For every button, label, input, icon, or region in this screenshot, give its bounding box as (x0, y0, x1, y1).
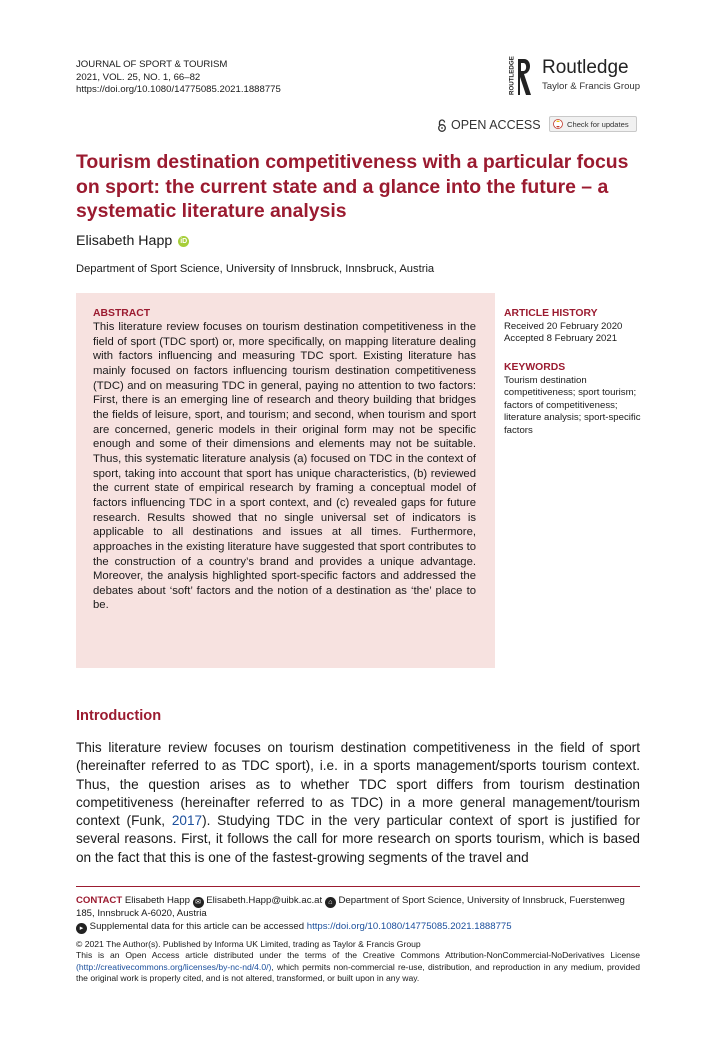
journal-header (76, 59, 281, 97)
intro-text-part-2: ). Studying TDC in the very particular context of sport is justified for several reasons. First, it follows the call for more research on sports tourism, which is based on the fact that this is one of the fastest-growing segments of the travel and (76, 813, 640, 865)
article-title: Tourism destination competitiveness with a particular focus on sport: the current state and a glance into the future – a systematic literature analysis (76, 151, 629, 222)
footer-divider (76, 886, 640, 887)
journal-name: JOURNAL OF SPORT & TOURISM (76, 59, 228, 70)
open-access-label: OPEN ACCESS (451, 118, 541, 132)
orcid-icon[interactable]: iD (180, 237, 188, 245)
copyright-line: © 2021 The Author(s). Published by Informa UK Limited, trading as Taylor & Francis Group (76, 939, 421, 949)
article-history (504, 308, 644, 346)
introduction-text (76, 739, 640, 867)
keywords-text: Tourism destination competitiveness; sport tourism; factors of competitiveness; literature analysis; sport-specific factors (504, 374, 641, 436)
introduction-heading: Introduction (76, 708, 162, 724)
license-block (76, 939, 640, 985)
contact-name: Elisabeth Happ (124, 895, 190, 906)
contact-label: CONTACT (76, 895, 123, 906)
accepted-date: Accepted 8 February 2021 (504, 333, 618, 344)
supplemental-icon: ▸ (76, 923, 87, 934)
contact-address: Department of Sport Science, University of Innsbruck, Fuerstenweg 185, Innsbruck A-6020, Austria (76, 895, 625, 919)
abstract-text: This literature review focuses on tourism destination competitiveness in the field of sport (TDC sport) or, more specifically, on mapping literature dealing with factors influencing and measuring TDC sport. Existing literature has mainly focused on factors influencing tourism destination competitiveness (TDC) and on measuring TDC in general, paying no attention to two factors: First, there is an emerging line of research and theory building that bridges the fields of leisure, sport, and tourism; and second, when tourism and sport are concerned, generic models in their original form may not be specific enough and some of their dimensions and elements may not be suitable. Thus, this systematic literature analysis (a) focused on TDC in the context of sport, taking into account that sport has unique characteristics, (b) reviewed the current state of empirical research by framing a conceptual model of factors influencing TDC in a sport context, and (c) revealed gaps for future research. Results showed that no single universal set of indicators is applicable to all destinations and issues at all times. Furthermore, approaches in the existing literature have suggested that sport contributes to the construction of a country’s brand and provides a unique advantage. Moreover, the analysis highlighted sport-specific factors and addressed the debates about ‘soft’ factors and the notion of a destination as ‘the’ place to be. (93, 321, 476, 612)
keywords-heading: KEYWORDS (504, 362, 566, 373)
license-text (76, 950, 640, 984)
abstract-heading: ABSTRACT (93, 308, 151, 319)
supplemental-link[interactable]: https://doi.org/10.1080/14775085.2021.1888775 (306, 921, 512, 932)
intro-text-part-1: This literature review focuses on tourism destination competitiveness in the field of sport (hereinafter referred to as TDC sport), i.e. in a sports management/sports tourism context. Thus, the question arises as to whether TDC sport differs from tourism destination competitiveness (hereinafter referred to as TDC) in a more general management/tourism context (Funk, (76, 740, 640, 829)
keywords (504, 362, 644, 437)
check-updates-icon (553, 119, 563, 129)
open-lock-icon (437, 119, 447, 132)
check-updates-label: Check for updates (567, 119, 629, 129)
address-icon: ⌂ (325, 897, 336, 908)
author-line (76, 233, 189, 249)
affiliation: Department of Sport Science, University of Innsbruck, Innsbruck, Austria (76, 263, 435, 275)
journal-volume: 2021, VOL. 25, NO. 1, 66–82 (76, 71, 201, 83)
author-name: Elisabeth Happ (76, 233, 173, 249)
publisher-sub: Taylor & Francis Group (542, 81, 641, 92)
contact-block (76, 895, 640, 920)
publisher-side-text: ROUTLEDGE (508, 56, 516, 95)
publisher-logo (507, 55, 647, 99)
received-date: Received 20 February 2020 (504, 320, 623, 332)
citation-link[interactable]: 2017 (171, 813, 203, 829)
journal-doi[interactable]: https://doi.org/10.1080/14775085.2021.1888775 (76, 84, 281, 95)
envelope-icon: ✉ (193, 897, 204, 908)
publisher-name: Routledge (542, 57, 629, 78)
supplemental-block (76, 921, 640, 934)
license-text-1: This is an Open Access article distributed under the terms of the Creative Commons Attribution-NonCommercial-NoDerivatives License (76, 950, 640, 961)
routledge-logo-icon (507, 55, 535, 99)
check-updates-button[interactable] (549, 116, 637, 132)
license-link[interactable]: (http://creativecommons.org/licenses/by-nc-nd/4.0/) (76, 961, 272, 972)
open-access-badge (437, 118, 541, 132)
supplemental-text: Supplemental data for this article can be accessed (89, 921, 305, 932)
contact-email[interactable]: Elisabeth.Happ@uibk.ac.at (206, 895, 323, 906)
article-history-heading: ARTICLE HISTORY (504, 308, 598, 319)
license-text-2: , which permits non-commercial re-use, distribution, and reproduction in any medium, provided the original work is properly cited, and is not altered, transformed, or built upon in any way. (76, 961, 640, 984)
